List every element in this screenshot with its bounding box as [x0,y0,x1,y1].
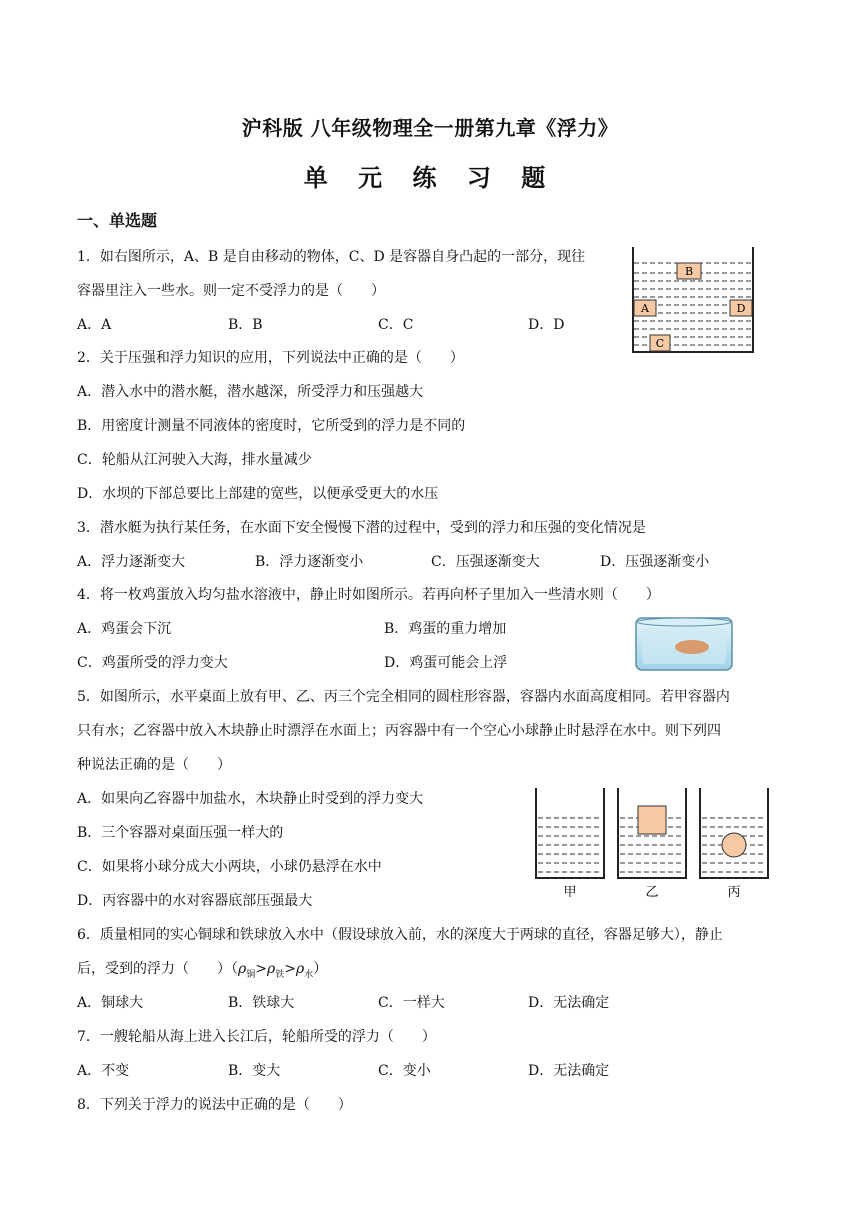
q3-option-d: D．压强逐渐变小 [600,554,710,570]
q2-option-a: A．潜入水中的潜水艇，潜水越深，所受浮力和压强越大 [77,384,424,400]
q5-option-c: C．如果将小球分成大小两块，小球仍悬浮在水中 [77,859,382,875]
q4-option-b: B．鸡蛋的重力增加 [384,621,507,637]
q5-stem-line3: 种说法正确的是（ ） [77,757,231,773]
q5-option-a: A．如果向乙容器中加盐水，木块静止时受到的浮力变大 [77,791,424,807]
hollow-ball [722,833,746,857]
q8-stem: 8．下列关于浮力的说法中正确的是（ ） [77,1097,352,1113]
q1-option-a: A．A [77,317,112,333]
q3-option-a: A．浮力逐渐变大 [77,554,186,570]
egg [675,640,709,654]
q4-beaker-figure [632,614,736,674]
svg-text:丙: 丙 [727,885,741,900]
section-heading: 一、单选题 [77,211,158,230]
q2-option-c: C．轮船从江河驶入大海，排水量减少 [77,452,312,468]
q1-option-c: C．C [378,317,414,333]
q7-option-a: A．不变 [77,1063,130,1079]
svg-text:D: D [736,302,746,315]
q1-stem-line2: 容器里注入一些水。则一定不受浮力的是（ ） [77,283,385,299]
q7-option-b: B．变大 [228,1063,281,1079]
svg-text:B: B [684,265,694,278]
q5-stem-line2: 只有水；乙容器中放入木块静止时漂浮在水面上；丙容器中有一个空心小球静止时悬浮在水中。则下列四 [77,723,721,739]
q1-option-b: B．B [228,317,263,333]
q6-option-d: D．无法确定 [528,995,610,1011]
q2-option-d: D．水坝的下部总要比上部建的宽些，以便承受更大的水压 [77,486,439,502]
q4-option-a: A．鸡蛋会下沉 [77,621,172,637]
q5-option-d: D．丙容器中的水对容器底部压强最大 [77,893,313,909]
q1-container-figure [628,245,758,357]
q2-option-b: B．用密度计测量不同液体的密度时，它所受到的浮力是不同的 [77,418,466,434]
q7-option-c: C．变小 [378,1063,431,1079]
document-title: 沪科版 八年级物理全一册第九章《浮力》 [241,116,619,140]
document-subtitle: 单 元 练 习 题 [303,164,557,192]
container-jia [536,788,604,878]
q5-containers-figure [530,780,780,902]
q4-stem: 4．将一枚鸡蛋放入均匀盐水溶液中，静止时如图所示。若再向杯子里加入一些清水则（ ） [77,587,660,603]
q5-option-b: B．三个容器对桌面压强一样大的 [77,825,284,841]
wood-block [638,806,666,834]
q5-stem-line1: 5．如图所示，水平桌面上放有甲、乙、丙三个完全相同的圆柱形容器，容器内水面高度相同。若甲容器内 [77,689,730,705]
q2-stem: 2．关于压强和浮力知识的应用，下列说法中正确的是（ ） [77,350,464,366]
q6-option-a: A．铜球大 [77,995,144,1011]
q3-stem: 3．潜水艇为执行某任务，在水面下安全慢慢下潜的过程中，受到的浮力和压强的变化情况是 [77,520,646,536]
q6-stem-line1: 6．质量相同的实心铜球和铁球放入水中（假设球放入前，水的深度大于两球的直径，容器足够大），静止 [77,927,723,943]
q6-stem-line2: 后，受到的浮力（ ）$(\rho_铜>\rho_铁>\rho_水)$ [77,961,328,980]
svg-text:C: C [655,337,665,350]
q4-option-c: C．鸡蛋所受的浮力变大 [77,655,228,671]
q7-option-d: D．无法确定 [528,1063,610,1079]
q7-stem: 7．一艘轮船从海上进入长江后，轮船所受的浮力（ ） [77,1029,436,1045]
svg-text:A: A [641,302,649,315]
svg-text:甲: 甲 [563,885,577,900]
q1-stem-line1: 1．如右图所示，A、B 是自由移动的物体，C、D 是容器自身凸起的一部分，现往 [77,249,586,265]
q3-option-b: B．浮力逐渐变小 [255,554,364,570]
q3-option-c: C．压强逐渐变大 [431,554,540,570]
q4-option-d: D．鸡蛋可能会上浮 [384,655,508,671]
svg-text:乙: 乙 [645,885,659,900]
q6-option-c: C．一样大 [378,995,445,1011]
q1-option-d: D．D [528,317,565,333]
q6-option-b: B．铁球大 [228,995,295,1011]
